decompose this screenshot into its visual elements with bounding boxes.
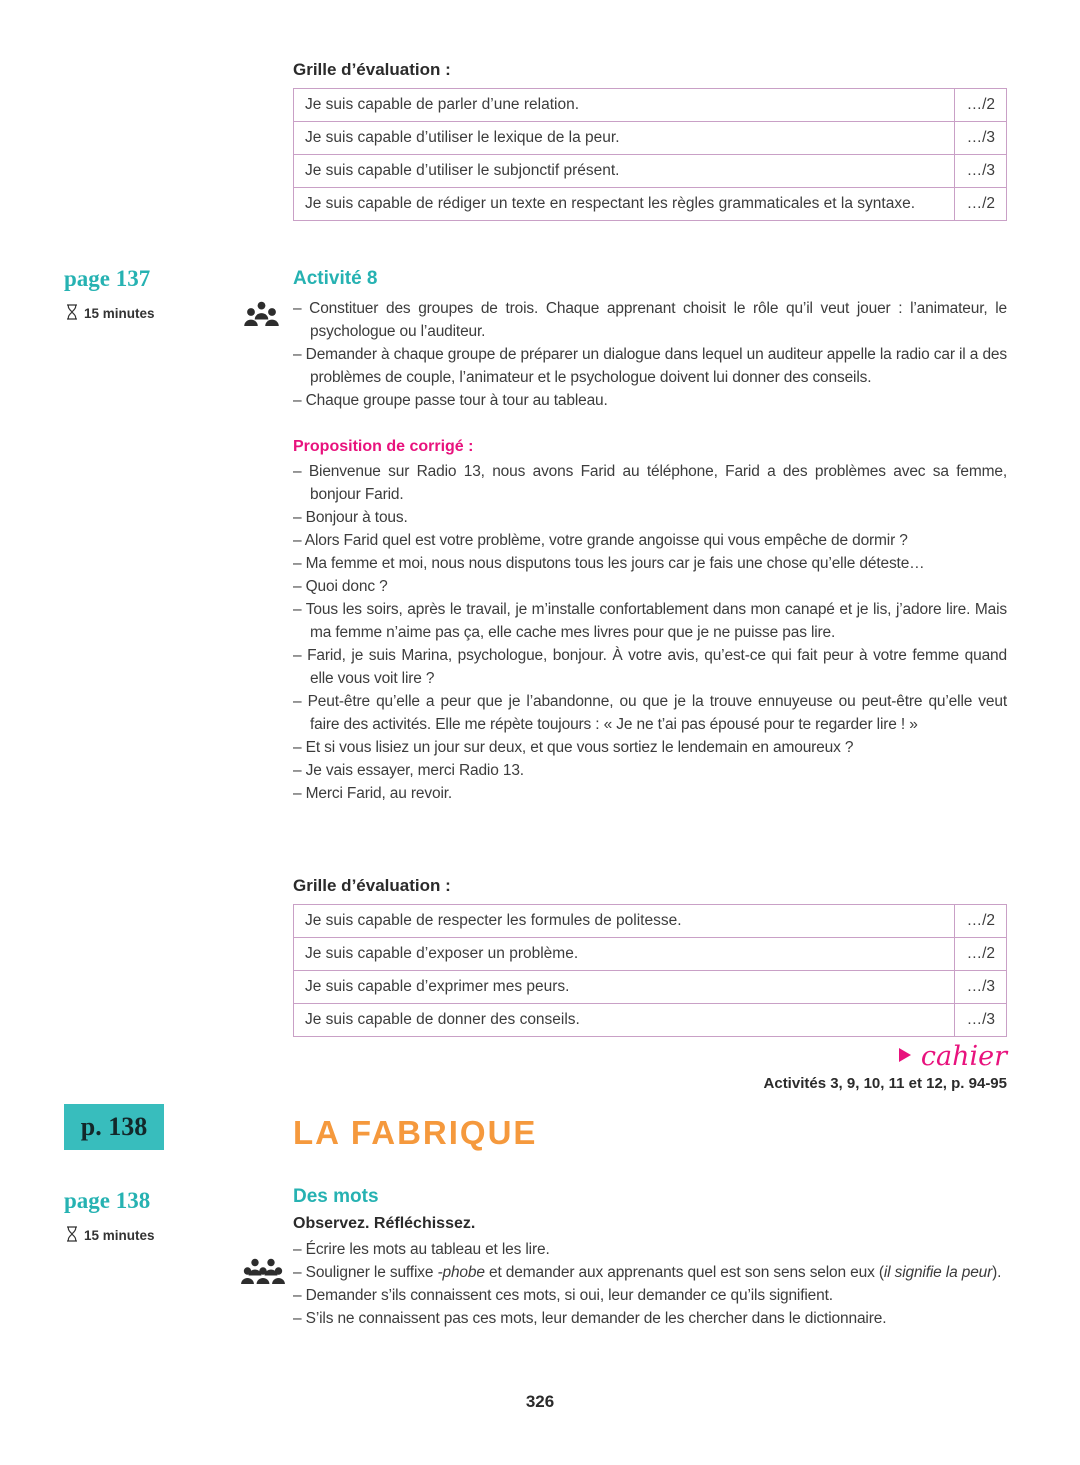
page-ref-138: page 138 bbox=[64, 1188, 151, 1213]
dialogue-line: – Alors Farid quel est votre problème, votre grande angoisse qui vous empêche de dormir ? bbox=[293, 532, 908, 549]
criterion-score: …/3 bbox=[955, 971, 1007, 1004]
grille-1-title: Grille d’évaluation : bbox=[293, 60, 451, 79]
dialogue-line: – Tous les soirs, après le travail, je m’installe confortablement dans mon canapé et je lis, j’adore lire. Mais ma femme n’aime pas ça, elle cache mes livres pour que je ne puisse pas lire. bbox=[293, 601, 1007, 641]
duration-label: 15 minutes bbox=[84, 306, 155, 321]
dialogue-line: – Bonjour à tous. bbox=[293, 509, 408, 526]
table-row bbox=[294, 905, 1007, 938]
duration-138 bbox=[66, 1226, 155, 1245]
table-row bbox=[294, 1004, 1007, 1037]
section-cahier bbox=[293, 1042, 1007, 1092]
duration-137 bbox=[66, 304, 155, 323]
list-item: – Écrire les mots au tableau et les lire. bbox=[293, 1241, 550, 1258]
page-ref-137: page 137 bbox=[64, 266, 151, 291]
criterion-score: …/2 bbox=[955, 89, 1007, 122]
page-138-box: p. 138 bbox=[64, 1104, 164, 1150]
dialogue-line: – Et si vous lisiez un jour sur deux, et que vous sortiez le lendemain en amoureux ? bbox=[293, 739, 854, 756]
dialogue-line: – Je vais essayer, merci Radio 13. bbox=[293, 762, 524, 779]
criterion-text: Je suis capable de respecter les formules de politesse. bbox=[294, 905, 955, 938]
criterion-score: …/3 bbox=[955, 122, 1007, 155]
dialogue-line: – Farid, je suis Marina, psychologue, bonjour. À votre avis, qu’est-ce qui fait peur à votre femme quand elle vous voit lire ? bbox=[293, 647, 1007, 687]
list-item: – Souligner le suffixe -phobe et demander aux apprenants quel est son sens selon eux (il signifie la peur). bbox=[293, 1264, 1002, 1281]
table-row bbox=[294, 89, 1007, 122]
section-corrige bbox=[293, 438, 1007, 805]
list-item: – Chaque groupe passe tour à tour au tableau. bbox=[293, 392, 608, 409]
dialogue-line: – Ma femme et moi, nous nous disputons tous les jours car je fais une chose qu’elle déteste… bbox=[293, 555, 925, 572]
fabrique-title: LA FABRIQUE bbox=[293, 1114, 538, 1151]
criterion-text: Je suis capable de donner des conseils. bbox=[294, 1004, 955, 1037]
evaluation-grid-2 bbox=[293, 904, 1007, 1037]
criterion-score: …/2 bbox=[955, 188, 1007, 221]
desmots-title: Des mots bbox=[293, 1186, 379, 1207]
criterion-text: Je suis capable d’exposer un problème. bbox=[294, 938, 955, 971]
duration-label: 15 minutes bbox=[84, 1228, 155, 1243]
section-activite-8 bbox=[293, 268, 1007, 412]
dialogue-line: – Peut-être qu’elle a peur que je l’abandonne, ou que je la trouve ennuyeuse ou peut-être qu’elle veut faire des activités. Elle me répète toujours : « Je ne t’ai pas épousé pour te regarder lire ! » bbox=[293, 693, 1007, 733]
criterion-score: …/3 bbox=[955, 1004, 1007, 1037]
cahier-activities: Activités 3, 9, 10, 11 et 12, p. 94-95 bbox=[763, 1075, 1007, 1092]
group-work-icon bbox=[243, 301, 280, 335]
dialogue-line: – Bienvenue sur Radio 13, nous avons Farid au téléphone, Farid a des problèmes avec sa femme, bonjour Farid. bbox=[293, 463, 1007, 503]
section-desmots bbox=[293, 1186, 1007, 1330]
grille-2-title: Grille d’évaluation : bbox=[293, 876, 451, 895]
cahier-reference bbox=[293, 1042, 1007, 1072]
corrige-title: Proposition de corrigé : bbox=[293, 438, 474, 455]
list-item: – Demander à chaque groupe de préparer un dialogue dans lequel un auditeur appelle la radio car il a des problèmes de couple, l’animateur et le psychologue doivent lui donner des conseils. bbox=[293, 346, 1007, 386]
section-grille-2 bbox=[293, 876, 1007, 1037]
activity-title: Activité 8 bbox=[293, 268, 378, 289]
list-item: – Constituer des groupes de trois. Chaque apprenant choisit le rôle qu’il veut jouer : l’animateur, le psychologue ou l’auditeur. bbox=[293, 300, 1007, 340]
criterion-score: …/2 bbox=[955, 938, 1007, 971]
table-row bbox=[294, 122, 1007, 155]
criterion-score: …/3 bbox=[955, 155, 1007, 188]
cahier-label: cahier bbox=[920, 1041, 1007, 1072]
desmots-subtitle: Observez. Réfléchissez. bbox=[293, 1215, 476, 1232]
table-row bbox=[294, 938, 1007, 971]
table-row bbox=[294, 155, 1007, 188]
evaluation-grid-1 bbox=[293, 88, 1007, 221]
section-grille-1 bbox=[293, 60, 1007, 221]
criterion-text: Je suis capable d’utiliser le subjonctif présent. bbox=[294, 155, 955, 188]
criterion-text: Je suis capable de rédiger un texte en respectant les règles grammaticales et la syntaxe. bbox=[294, 188, 955, 221]
hourglass-icon bbox=[66, 304, 78, 323]
arrow-right-icon bbox=[898, 1047, 912, 1068]
dialogue-line: – Quoi donc ? bbox=[293, 578, 388, 595]
table-row bbox=[294, 971, 1007, 1004]
criterion-text: Je suis capable d’exprimer mes peurs. bbox=[294, 971, 955, 1004]
section-fabrique bbox=[293, 1114, 1007, 1152]
list-item: – S’ils ne connaissent pas ces mots, leur demander de les chercher dans le dictionnaire. bbox=[293, 1310, 887, 1327]
page-number: 326 bbox=[525, 1392, 555, 1411]
criterion-text: Je suis capable d’utiliser le lexique de la peur. bbox=[294, 122, 955, 155]
list-item: – Demander s’ils connaissent ces mots, si oui, leur demander ce qu’ils signifient. bbox=[293, 1287, 833, 1304]
criterion-score: …/2 bbox=[955, 905, 1007, 938]
hourglass-icon bbox=[66, 1226, 78, 1245]
group-work-icon bbox=[241, 1258, 285, 1295]
dialogue-line: – Merci Farid, au revoir. bbox=[293, 785, 453, 802]
criterion-text: Je suis capable de parler d’une relation. bbox=[294, 89, 955, 122]
table-row bbox=[294, 188, 1007, 221]
